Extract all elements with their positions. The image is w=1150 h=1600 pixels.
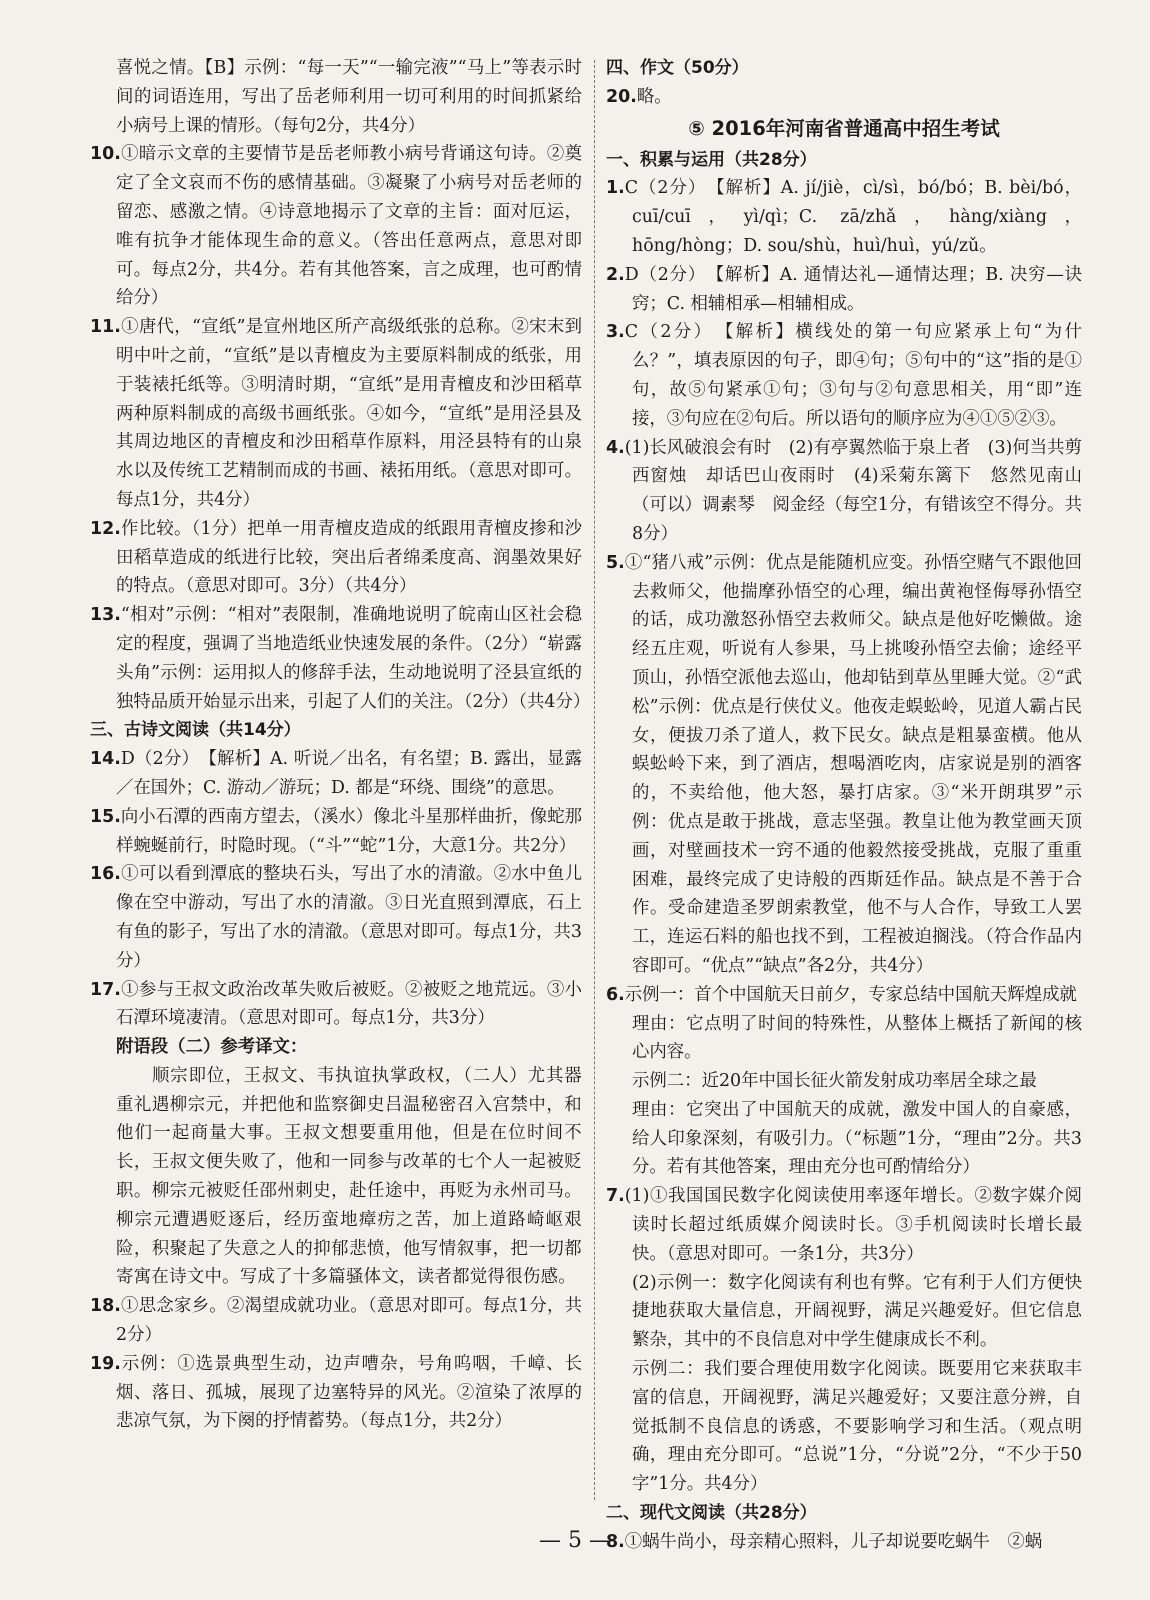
answer-text: “相对”示例：“相对”表限制，准确地说明了皖南山区社会稳定的程度，强调了当地造纸业快速发展的条件。（2分）“崭露头角”示例：运用拟人的修辞手法，生动地说明了泾县宣纸的独特品质开始显示出来，引起了人们的关注。（2分）（共4分） — [116, 605, 591, 712]
answer-number: 4. — [606, 437, 625, 458]
answer-number: 10. — [90, 144, 121, 165]
translation-text: 顺宗即位，王叔文、韦执谊执掌政权，（二人）尤其器重礼遇柳宗元，并把他和监察御史吕温秘密召入宫禁中，和他们一起商量大事。王叔文想要重用他，但是在位时间不长，王叔文便失败了，他和一同参与改革的七个人一起被贬职。柳宗元被贬任邵州刺史，赴任途中，再贬为永州司马。柳宗元遭遇贬逐后，经历蛮地瘴疠之苦，加上道路崎岖艰险，积聚起了失意之人的抑郁悲愤，他写情叙事，把一切都寄寓在诗文中。写成了十多篇骚体文，读者都觉得很伤感。 — [116, 1065, 582, 1288]
answer-text: 示例一：首个中国航天日前夕，专家总结中国航天辉煌成就 — [624, 984, 1077, 1005]
answer-7 — [606, 1182, 1082, 1268]
answer-6 — [606, 981, 1082, 1010]
answer-text: ①思念家乡。②渴望成就功业。（意思对即可。每点1分，共2分） — [116, 1296, 582, 1346]
answer-6-reason-2: 理由：它突出了中国航天的成就，激发中国人的自豪感，给人印象深刻，有吸引力。（“标题”1分，“理由”2分。共3分。若有其他答案，理由充分也可酌情给分） — [632, 1099, 1082, 1178]
answer-7-part-2: (2)示例一：数字化阅读有利也有弊。它有利于人们方便快捷地获取大量信息，开阔视野，满足兴趣爱好。但它信息繁杂，其中的不良信息对中学生健康成长不利。 — [632, 1272, 1082, 1351]
answer-17 — [90, 976, 582, 1034]
answer-6-reason-1: 理由：它点明了时间的特殊性，从整体上概括了新闻的核心内容。 — [632, 1013, 1082, 1063]
answer-number: 7. — [606, 1186, 625, 1207]
answer-number: 2. — [606, 264, 625, 285]
answer-number: 5. — [606, 552, 625, 573]
answer-2 — [606, 261, 1082, 319]
answer-text: D（2分） 【解析】A. 听说／出名，有名望；B. 露出，显露／在国外；C. 游动／游玩；D. 都是“环绕、围绕”的意思。 — [116, 749, 582, 798]
section-heading-essay: 四、作文（50分） — [606, 58, 749, 78]
section-heading-classical: 三、古诗文阅读（共14分） — [90, 720, 301, 741]
answer-3 — [606, 318, 1082, 433]
answer-text: ①可以看到潭底的整块石头，写出了水的清澈。②水中鱼儿像在空中游动，写出了水的清澈。③日光直照到潭底，石上有鱼的影子，写出了水的清澈。（意思对即可。每点1分，共3分） — [116, 864, 582, 971]
answer-number: 1. — [606, 178, 625, 199]
answer-12 — [90, 515, 582, 601]
answer-16 — [90, 860, 582, 975]
left-column — [90, 54, 591, 1436]
answer-text: 作比较。（1分）把单一用青檀皮造成的纸跟用青檀皮掺和沙田稻草造成的纸进行比较，突出后者绵柔度高、润墨效果好的特点。（意思对即可。3分）（共4分） — [116, 518, 582, 597]
answer-number: 18. — [90, 1296, 121, 1317]
answer-text: 向小石潭的西南方望去，（溪水）像北斗星那样曲折，像蛇那样蜿蜒前行，时隐时现。（“斗”“蛇”1分，大意1分。共2分） — [116, 806, 582, 856]
answer-text: ①参与王叔文政治改革失败后被贬。②被贬之地荒远。③小石潭环境凄清。（意思对即可。每点1分，共3分） — [116, 979, 582, 1029]
answer-text: (1)①我国国民数字化阅读使用率逐年增长。②数字媒介阅读时长超过纸质媒介阅读时长。③手机阅读时长增长最快。（意思对即可。一条1分，共3分） — [624, 1186, 1082, 1264]
right-column — [606, 54, 1100, 1557]
answer-7-example-2: 示例二：我们要合理使用数字化阅读。既要用它来获取丰富的信息，开阔视野，满足兴趣爱好；又要注意分辨，自觉抵制不良信息的诱惑，不要影响学习和生活。（观点明确，理由充分即可。“总说”1分，“分说”2分，“不少于50字”1分。共4分） — [632, 1359, 1082, 1495]
answer-number: 16. — [90, 864, 121, 885]
answer-11 — [90, 313, 582, 515]
answer-text: C（2分） 【解析】横线处的第一句应紧承上句“为什么？”，填表原因的句子，即④句；⑤句中的“这”指的是①句，故⑤句紧承①句；③句与②句意思相关，用“即”连接，③句应在②句后。所以语句的顺序应为④①⑤②③。 — [624, 322, 1082, 429]
answer-6-example-2: 示例二：近20年中国长征火箭发射成功率居全球之最 — [632, 1071, 1037, 1092]
section-heading-accumulation: 一、积累与运用（共28分） — [606, 149, 817, 170]
answer-number: 13. — [90, 605, 121, 626]
answer-10 — [90, 140, 582, 313]
answer-number: 3. — [606, 322, 625, 343]
answer-20 — [606, 83, 1082, 112]
exam-title: ⑤ 2016年河南省普通高中招生考试 — [688, 116, 1000, 140]
answer-number: 15. — [90, 806, 121, 827]
answer-19 — [90, 1350, 582, 1436]
answer-13 — [90, 601, 591, 716]
answer-text: ①唐代，“宣纸”是宣州地区所产高级纸张的总称。②宋末到明中叶之前，“宣纸”是以青檀皮为主要原料制成的纸张，用于装裱托纸等。③明清时期，“宣纸”是用青檀皮和沙田稻草两种原料制成的高级书画纸张。④如今，“宣纸”是用泾县及其周边地区的青檀皮和沙田稻草作原料，用泾县特有的山泉水以及传统工艺精制而成的书画、裱拓用纸。（意思对即可。每点1分，共4分） — [116, 317, 582, 510]
answer-number: 17. — [90, 979, 121, 1000]
answer-number: 19. — [90, 1353, 121, 1374]
answer-text: C（2分） 【解析】A. jí/jiè，cì/sì，bó/bó；B. bèi/bó，cuī/cuī，yì/qì；C. zā/zhǎ，hàng/xiàng，hōng/hòng；D. sou/shù，huì/huì，yú/zǔ。 — [624, 178, 1082, 256]
translation-title: 附语段（二）参考译文： — [116, 1037, 308, 1058]
answer-1 — [606, 174, 1082, 260]
answer-number: 11. — [90, 317, 121, 338]
answer-number: 6. — [606, 984, 625, 1005]
answer-14 — [90, 745, 582, 803]
page-number: — 5 — — [539, 1528, 611, 1553]
answer-number: 20. — [606, 86, 637, 107]
answer-text: ①“猪八戒”示例：优点是能随机应变。孙悟空赌气不跟他回去救师父，他揣摩孙悟空的心理，编出黄袍怪侮辱孙悟空的话，成功激怒孙悟空去救师父。缺点是他好吃懒做。途经五庄观，听说有人参果，马上挑唆孙悟空去偷；途经平顶山，孙悟空派他去巡山，他却钻到草丛里睡大觉。②“武松”示例：优点是行侠仗义。他夜走蜈蚣岭，见道人霸占民女，便拔刀杀了道人，救下民女。缺点是粗暴蛮横。他从蜈蚣岭下来，到了酒店，想喝酒吃肉，店家说是别的酒客的，不卖给他，他大怒，暴打店家。③“米开朗琪罗”示例：优点是敢于挑战，意志坚强。教皇让他为教堂画天顶画，对壁画技术一窍不通的他毅然接受挑战，克服了重重困难，最终完成了史诗般的西斯廷作品。缺点是不善于合作。受命建造圣罗朗索教堂，他不与人合作，导致工人罢工，连运石料的船也找不到，工程被迫搁浅。（符合作品内容即可。“优点”“缺点”各2分，共4分） — [624, 552, 1082, 976]
answer-18 — [90, 1292, 582, 1350]
answer-number: 14. — [90, 749, 121, 770]
answer-15 — [90, 803, 582, 861]
section-heading-modern: 二、现代文阅读（共28分） — [606, 1503, 817, 1524]
answer-number: 8. — [606, 1531, 625, 1552]
answer-text: ①暗示文章的主要情节是岳老师教小病号背诵这句诗。②奠定了全文哀而不伤的感情基础。③凝聚了小病号对岳老师的留恋、感激之情。④诗意地揭示了文章的主旨：面对厄运，唯有抗争才能体现生命的意义。（答出任意两点，意思对即可。每点2分，共4分。若有其他答案，言之成理，也可酌情给分） — [116, 144, 582, 309]
answer-text: 示例：①选景典型生动，边声嘈杂，号角呜咽，千嶂、长烟、落日、孤城，展现了边塞特异的风光。②渲染了浓厚的悲凉气氛，为下阕的抒情蓄势。（每点1分，共2分） — [116, 1353, 582, 1432]
answer-number: 12. — [90, 518, 121, 539]
answer-text: D（2分） 【解析】A. 通情达礼—通情达理；B. 决穷—诀窍；C. 相辅相承—相辅相成。 — [624, 264, 1082, 314]
answer-text: ①蜗牛尚小，母亲精心照料，儿子却说要吃蜗牛 ②蜗 — [624, 1531, 1043, 1552]
answer-text: (1)长风破浪会有时 (2)有亭翼然临于泉上者 (3)何当共剪西窗烛 却话巴山夜雨时 (4)采菊东篱下 悠然见南山 （可以）调素琴 阅金经（每空1分，有错该空不得分。共8分） — [624, 437, 1100, 544]
answer-4 — [606, 434, 1100, 549]
answer-text: 略。 — [636, 86, 672, 107]
answer-5 — [606, 549, 1082, 981]
column-divider — [594, 60, 595, 1500]
q9-continuation: 喜悦之情。【B】示例：“每一天”“一输完液”“马上”等表示时间的词语连用，写出了岳老师利用一切可利用的时间抓紧给小病号上课的情形。（每句2分，共4分） — [116, 58, 582, 136]
